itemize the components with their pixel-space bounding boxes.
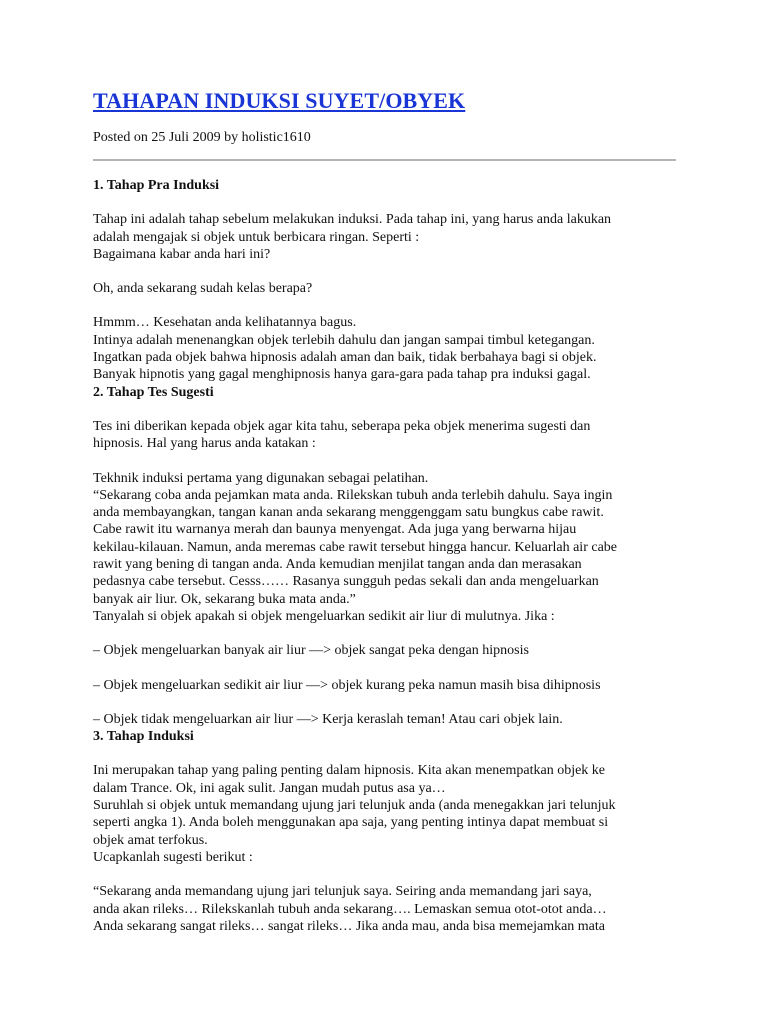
text-line: – Objek tidak mengeluarkan air liur —> Kerja keraslah teman! Atau cari objek lain. bbox=[93, 711, 563, 727]
paragraph-gap bbox=[93, 694, 678, 711]
text-line: anda akan rileks… Rilekskanlah tubuh anda sekarang…. Lemaskan semua otot-otot anda… bbox=[93, 901, 607, 917]
paragraph-gap bbox=[93, 453, 678, 470]
article bbox=[93, 88, 678, 935]
paragraph-gap bbox=[93, 194, 678, 211]
text-line: Suruhlah si objek untuk memandang ujung jari telunjuk anda (anda menegakkan jari telunjuk bbox=[93, 798, 616, 814]
paragraph-gap bbox=[93, 297, 678, 314]
text-line: hipnosis. Hal yang harus anda katakan : bbox=[93, 436, 316, 452]
text-line: rawit yang bening di tangan anda. Anda kemudian menjilat tangan anda dan merasakan bbox=[93, 557, 582, 573]
paragraph-gap bbox=[93, 866, 678, 883]
text-line: pedasnya cabe tersebut. Cesss…… Rasanya sungguh pedas sekali dan anda mengeluarkan bbox=[93, 574, 599, 590]
text-line: Bagaimana kabar anda hari ini? bbox=[93, 246, 271, 262]
paragraph-gap bbox=[93, 660, 678, 677]
text-line: kekilau-kilauan. Namun, anda meremas cabe rawit tersebut hingga hancur. Keluarlah air cabe bbox=[93, 539, 617, 555]
text-line: Banyak hipnotis yang gagal menghipnosis hanya gara-gara pada tahap pra induksi gagal. bbox=[93, 367, 591, 383]
text-line: Anda sekarang sangat rileks… sangat rileks… Jika anda mau, anda bisa memejamkan mata bbox=[93, 918, 605, 934]
text-line: dalam Trance. Ok, ini agak sulit. Jangan mudah putus asa ya… bbox=[93, 780, 446, 796]
text-line: Ini merupakan tahap yang paling penting dalam hipnosis. Kita akan menempatkan objek ke bbox=[93, 763, 606, 779]
text-line: Hmmm… Kesehatan anda kelihatannya bagus. bbox=[93, 315, 357, 331]
paragraph-gap bbox=[93, 263, 678, 280]
text-line: adalah mengajak si objek untuk berbicara ringan. Seperti : bbox=[93, 229, 420, 245]
text-line: Tekhnik induksi pertama yang digunakan sebagai pelatihan. bbox=[93, 470, 429, 486]
text-line: anda membayangkan, tangan kanan anda sekarang menggenggam satu bungkus cabe rawit. bbox=[93, 505, 604, 521]
section-heading: 2. Tahap Tes Sugesti bbox=[93, 384, 214, 400]
separator-line bbox=[93, 159, 676, 161]
text-line: – Objek mengeluarkan banyak air liur —> objek sangat peka dengan hipnosis bbox=[93, 643, 529, 659]
text-line: seperti angka 1). Anda boleh menggunakan apa saja, yang penting intinya dapat membuat si bbox=[93, 815, 609, 831]
text-line: Ucapkanlah sugesti berikut : bbox=[93, 849, 253, 865]
section-heading: 3. Tahap Induksi bbox=[93, 729, 194, 745]
text-line: Tes ini diberikan kepada objek agar kita tahu, seberapa peka objek menerima sugesti dan bbox=[93, 418, 591, 434]
paragraph-gap bbox=[93, 745, 678, 762]
text-line: Intinya adalah menenangkan objek terlebih dahulu dan jangan sampai timbul ketegangan. bbox=[93, 332, 595, 348]
text-line: Ingatkan pada objek bahwa hipnosis adalah aman dan baik, tidak berbahaya bagi si objek. bbox=[93, 350, 597, 366]
text-line: Tahap ini adalah tahap sebelum melakukan induksi. Pada tahap ini, yang harus anda lakukan bbox=[93, 212, 612, 228]
text-line: banyak air liur. Ok, sekarang buka mata anda.” bbox=[93, 591, 356, 607]
text-line: “Sekarang anda memandang ujung jari telunjuk saya. Seiring anda memandang jari saya, bbox=[93, 884, 592, 900]
section-heading: 1. Tahap Pra Induksi bbox=[93, 178, 220, 193]
text-line: Tanyalah si objek apakah si objek mengeluarkan sedikit air liur di mulutnya. Jika : bbox=[93, 608, 555, 624]
article-title-link[interactable]: TAHAPAN INDUKSI SUYET/OBYEK bbox=[93, 88, 466, 113]
paragraph-gap bbox=[93, 401, 678, 418]
text-line: Cabe rawit itu warnanya merah dan baunya menyengat. Ada juga yang berwarna hijau bbox=[93, 522, 577, 538]
text-line: Oh, anda sekarang sudah kelas berapa? bbox=[93, 281, 313, 297]
text-line: “Sekarang coba anda pejamkan mata anda. Rilekskan tubuh anda terlebih dahulu. Saya ingin bbox=[93, 487, 613, 503]
paragraph-gap bbox=[93, 625, 678, 642]
text-line: – Objek mengeluarkan sedikit air liur —> objek kurang peka namun masih bisa dihipnosis bbox=[93, 677, 601, 693]
post-meta: Posted on 25 Juli 2009 by holistic1610 bbox=[93, 130, 311, 145]
article-body bbox=[93, 177, 678, 935]
text-line: objek amat terfokus. bbox=[93, 832, 208, 848]
